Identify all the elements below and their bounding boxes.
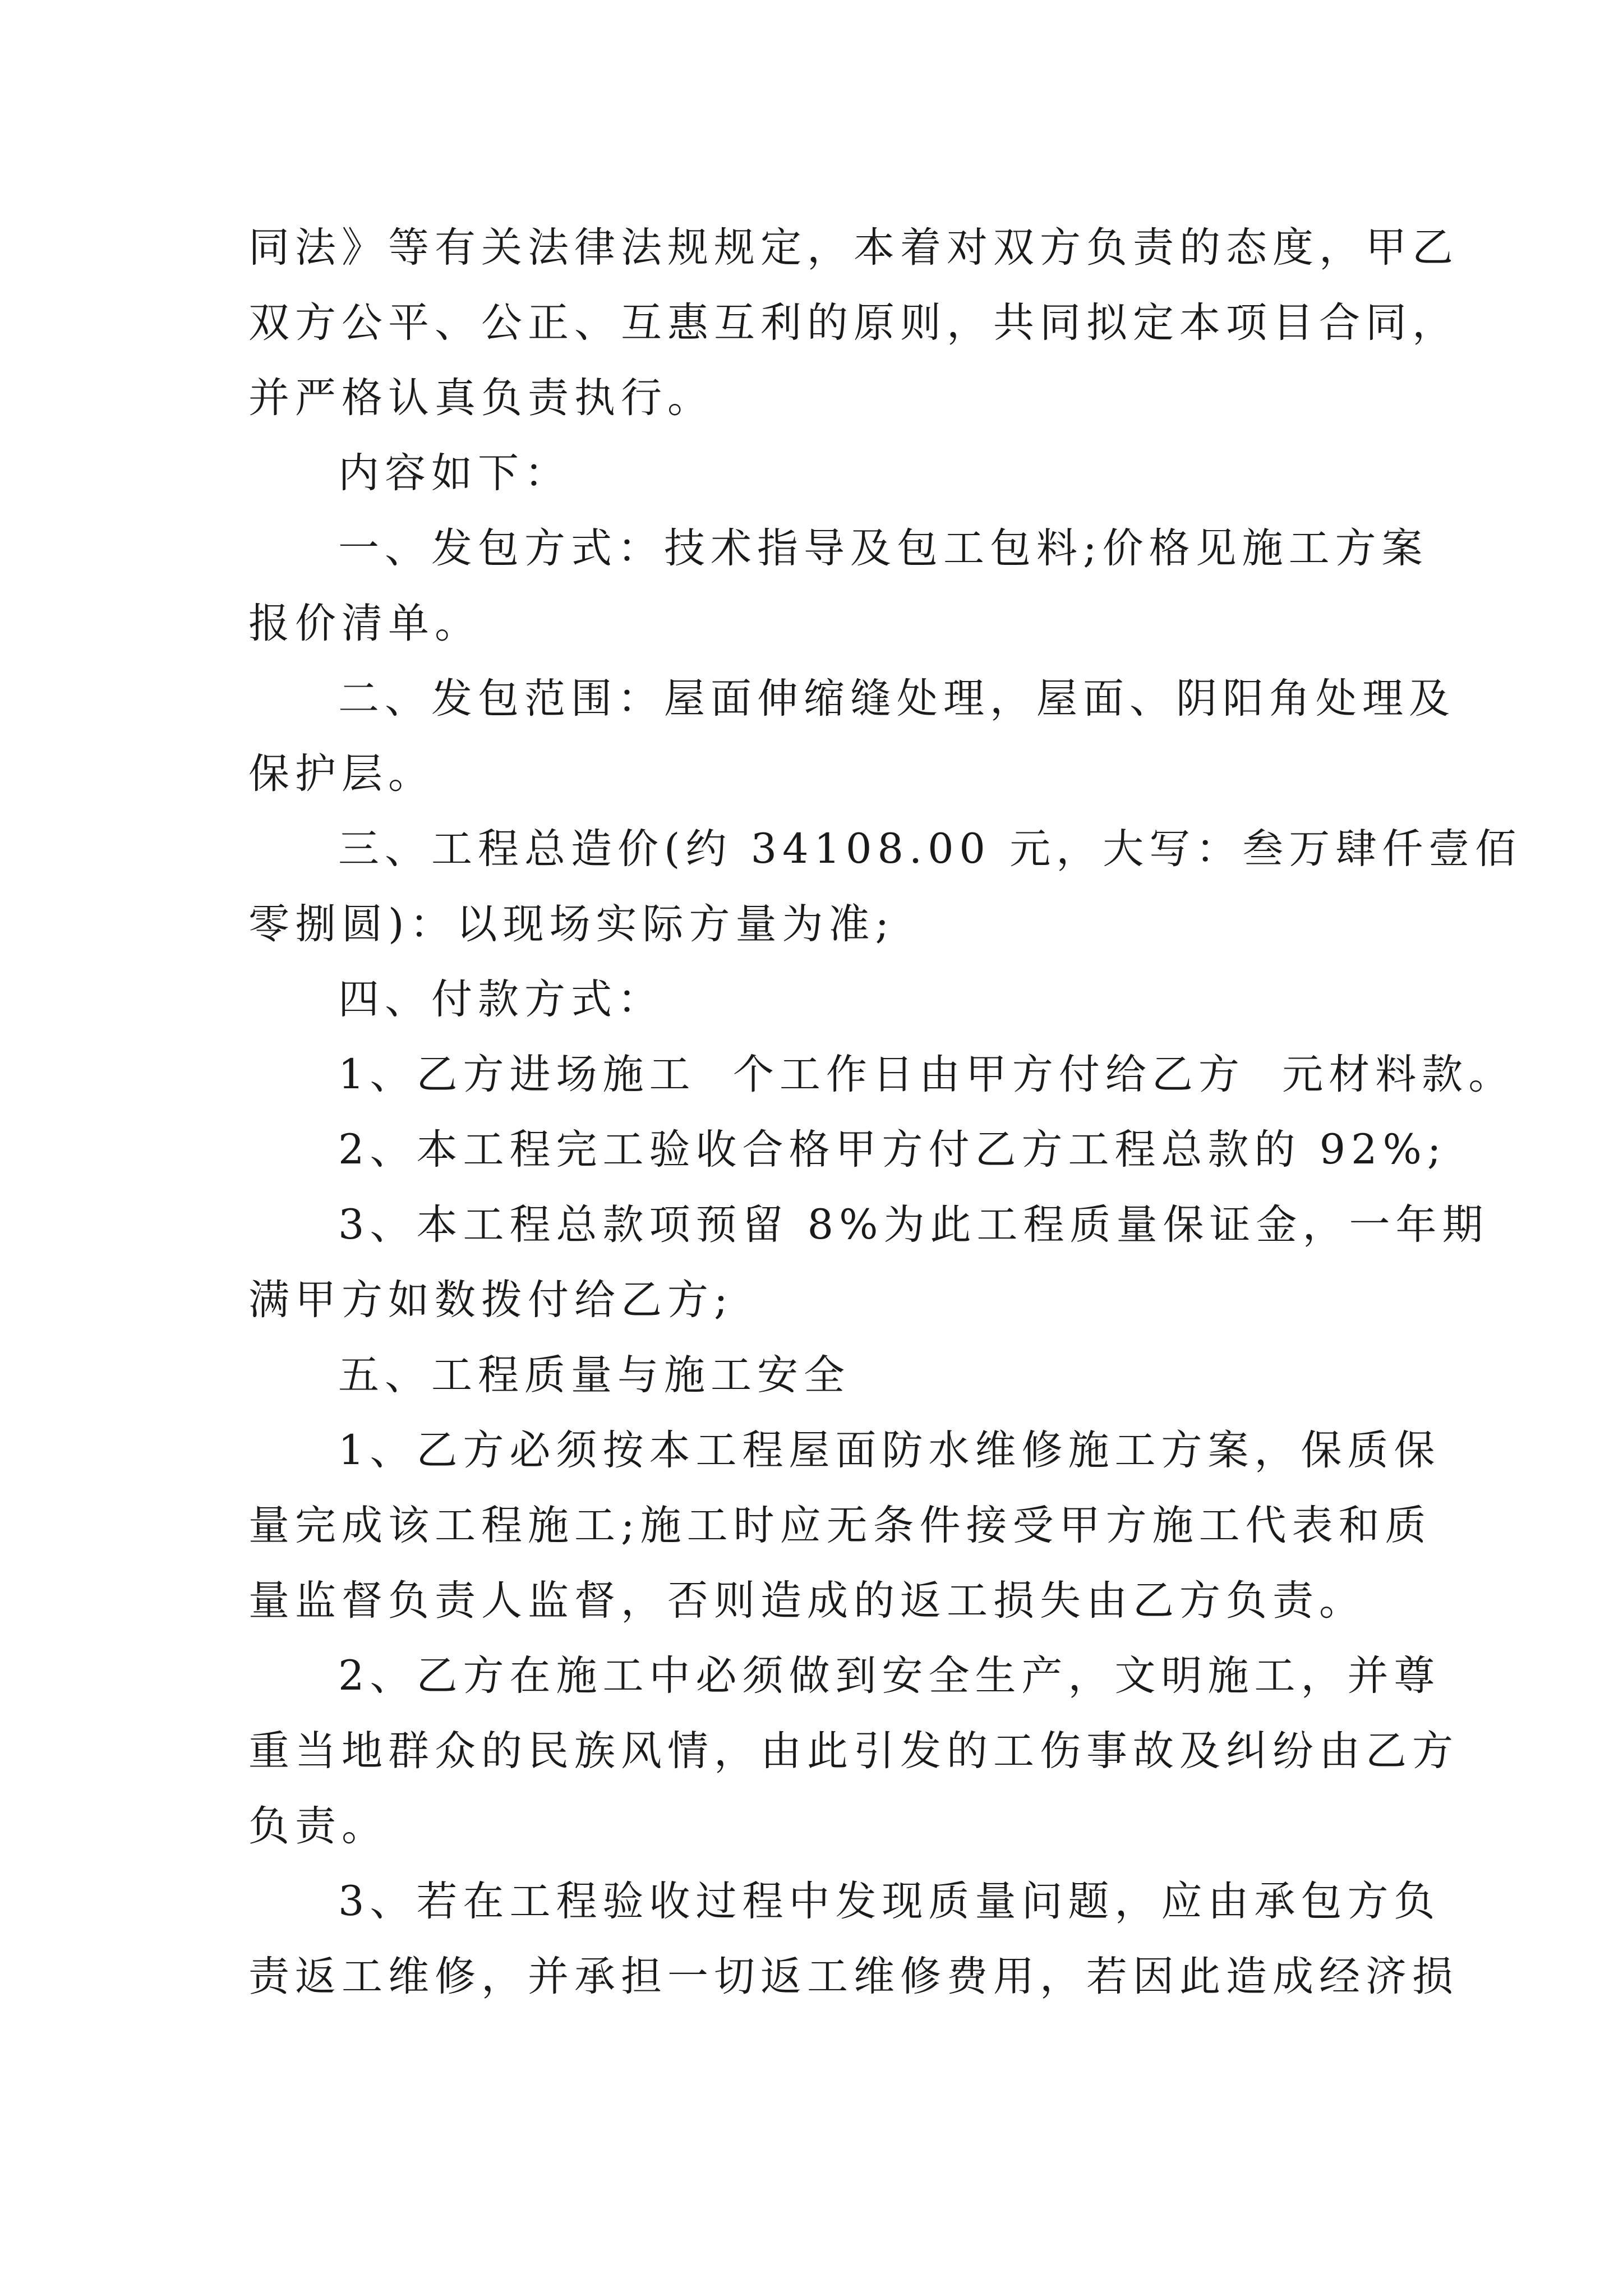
text-line: 同法》等有关法律法规规定，本着对双方负责的态度，甲乙: [248, 224, 1459, 272]
paragraph-section-4: [248, 962, 1393, 1037]
paragraph-section-4-item-1: [248, 1037, 1515, 1112]
paragraph-section-4-item-3: [248, 1188, 1489, 1338]
text-line: 三、工程总造价(约 34108.00 元，大写：叁万肆仟壹佰: [338, 825, 1522, 873]
text-line: 内容如下：: [338, 449, 571, 497]
paragraph-section-5-item-3: [248, 1864, 1459, 2014]
paragraph-content-intro: [248, 436, 1393, 511]
text-line: 2、乙方在施工中必须做到安全生产，文明施工，并尊: [338, 1652, 1441, 1700]
paragraph-section-3: [248, 812, 1522, 962]
text-line: 量完成该工程施工;施工时应无条件接受甲方施工代表和质: [248, 1502, 1432, 1549]
text-line: 1、乙方必须按本工程屋面防水维修施工方案，保质保: [338, 1427, 1441, 1474]
text-line: 3、若在工程验收过程中发现质量问题，应由承包方负: [338, 1878, 1441, 1925]
text-line: 双方公平、公正、互惠互利的原则，共同拟定本项目合同，: [248, 299, 1459, 347]
paragraph-section-4-item-2: [248, 1112, 1447, 1188]
paragraph-section-5: [248, 1338, 1393, 1413]
text-line: 四、付款方式：: [338, 976, 664, 1023]
text-line: 负责。: [248, 1802, 388, 1850]
text-line: 保护层。: [248, 750, 435, 798]
text-line: 二、发包范围：屋面伸缩缝处理，屋面、阴阳角处理及: [338, 675, 1455, 723]
text-line: 2、本工程完工验收合格甲方付乙方工程总款的 92%;: [338, 1126, 1447, 1174]
text-line: 1、乙方进场施工 个工作日由甲方付给乙方 元材料款。: [338, 1051, 1515, 1098]
text-line: 责返工维修，并承担一切返工维修费用，若因此造成经济损: [248, 1953, 1459, 2000]
document-body: [248, 210, 1522, 2014]
paragraph-preamble: [248, 210, 1459, 436]
text-line: 五、工程质量与施工安全: [338, 1351, 850, 1399]
text-line: 3、本工程总款项预留 8%为此工程质量保证金，一年期: [338, 1201, 1489, 1249]
paragraph-section-1: [248, 511, 1428, 661]
text-line: 重当地群众的民族风情，由此引发的工伤事故及纠纷由乙方: [248, 1727, 1459, 1775]
text-line: 并严格认真负责执行。: [248, 374, 714, 422]
text-line: 零捌圆)：以现场实际方量为准;: [248, 900, 895, 948]
text-line: 一、发包方式：技术指导及包工包料;价格见施工方案: [338, 524, 1428, 572]
paragraph-section-5-item-2: [248, 1639, 1459, 1864]
text-line: 量监督负责人监督，否则造成的返工损失由乙方负责。: [248, 1577, 1366, 1625]
paragraph-section-5-item-1: [248, 1413, 1441, 1639]
text-line: 满甲方如数拨付给乙方;: [248, 1276, 734, 1324]
text-line: 报价清单。: [248, 600, 481, 647]
paragraph-section-2: [248, 661, 1455, 812]
